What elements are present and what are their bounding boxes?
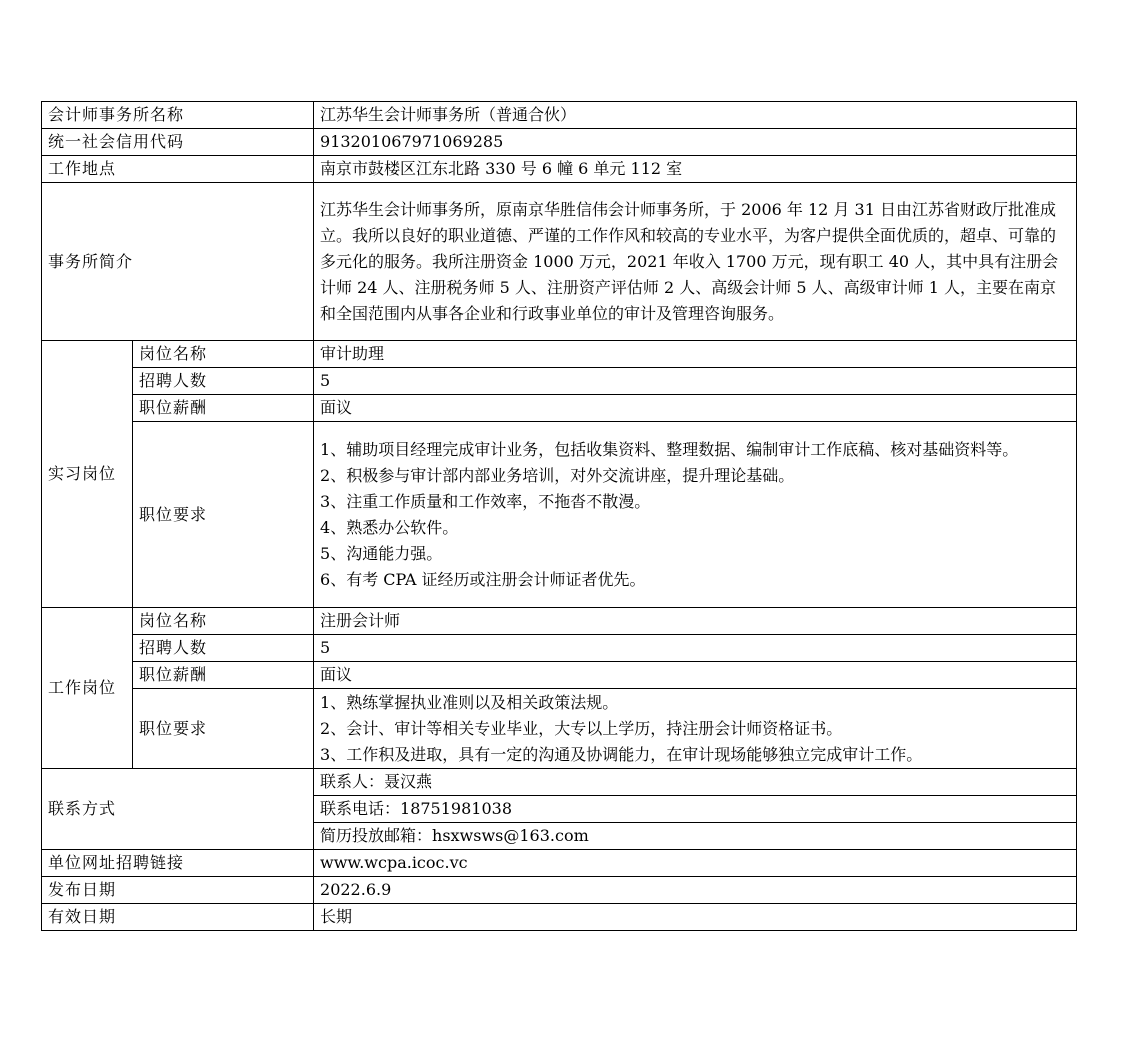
credit-code-label: 统一社会信用代码 (42, 129, 314, 156)
intern-group-label: 实习岗位 (42, 341, 133, 608)
job-title-row (42, 608, 1077, 635)
publish-date-label: 发布日期 (42, 877, 314, 904)
job-count-row (42, 635, 1077, 662)
publish-date-row (42, 877, 1077, 904)
url-value: www.wcpa.icoc.vc (314, 850, 1077, 877)
firm-name-value: 江苏华生会计师事务所（普通合伙） (314, 102, 1077, 129)
address-label: 工作地点 (42, 156, 314, 183)
intern-title-label: 岗位名称 (133, 341, 314, 368)
intern-count-value: 5 (314, 368, 1077, 395)
job-title-value: 注册会计师 (314, 608, 1077, 635)
job-salary-label: 职位薪酬 (133, 662, 314, 689)
address-value: 南京市鼓楼区江东北路 330 号 6 幢 6 单元 112 室 (314, 156, 1077, 183)
firm-name-row (42, 102, 1077, 129)
contact-person: 联系人：聂汉燕 (314, 769, 1077, 796)
address-row (42, 156, 1077, 183)
job-count-value: 5 (314, 635, 1077, 662)
job-salary-row (42, 662, 1077, 689)
intro-label: 事务所简介 (42, 183, 314, 341)
intern-title-value: 审计助理 (314, 341, 1077, 368)
job-req-list (314, 689, 1077, 769)
credit-code-row (42, 129, 1077, 156)
job-req-item: 3、工作积及进取，具有一定的沟通及协调能力，在审计现场能够独立完成审计工作。 (320, 744, 923, 764)
job-group-label: 工作岗位 (42, 608, 133, 769)
recruitment-table (41, 101, 1077, 931)
url-row (42, 850, 1077, 877)
job-req-item: 1、熟练掌握执业准则以及相关政策法规。 (320, 692, 619, 712)
intern-req-item: 4、熟悉办公软件。 (320, 517, 459, 537)
job-salary-value: 面议 (314, 662, 1077, 689)
job-title-label: 岗位名称 (133, 608, 314, 635)
intern-count-label: 招聘人数 (133, 368, 314, 395)
job-count-label: 招聘人数 (133, 635, 314, 662)
credit-code-value: 91320106797106928​5 (314, 129, 1077, 156)
job-req-label: 职位要求 (133, 689, 314, 769)
contact-phone: 联系电话：18751981038 (314, 796, 1077, 823)
intern-salary-value: 面议 (314, 395, 1077, 422)
valid-date-row (42, 904, 1077, 931)
intern-req-item: 6、有考 CPA 证经历或注册会计师证者优先。 (320, 569, 646, 589)
intro-paragraph: 江苏华生会计师事务所，原南京华胜信伟会计师事务所，于 2006 年 12 月 31 日由江苏省财政厅批准成立。我所以良好的职业道德、严谨的工作作风和较高的专业水平，为客户提供全面优质的，超卓、可靠的多元化的服务。我所注册资金 1000 万元，2021 年收入 1700 万元，现有职工 40 人，其中具有注册会计师 24 人、注册税务师 5 人、注册资产评估师 2 人、高级会计师 5 人、高级审计师 1 人，主要在南京和全国范围内从事各企业和行政事业单位的审计及管理咨询服务。 (320, 199, 1059, 323)
publish-date-value: 2022.6.9 (314, 877, 1077, 904)
valid-date-label: 有效日期 (42, 904, 314, 931)
job-req-item: 2、会计、审计等相关专业毕业，大专以上学历，持注册会计师资格证书。 (320, 718, 843, 738)
intern-req-item: 5、沟通能力强。 (320, 543, 443, 563)
contact-person-row (42, 769, 1077, 796)
intern-req-item: 3、注重工作质量和工作效率，不拖沓不散漫。 (320, 491, 651, 511)
intern-title-row (42, 341, 1077, 368)
url-label: 单位网址招聘链接 (42, 850, 314, 877)
intro-row (42, 183, 1077, 341)
intro-value (314, 183, 1077, 341)
intern-salary-row (42, 395, 1077, 422)
intern-req-row (42, 422, 1077, 608)
intern-salary-label: 职位薪酬 (133, 395, 314, 422)
intern-req-list (314, 422, 1077, 608)
contact-label: 联系方式 (42, 769, 314, 850)
intern-req-item: 2、积极参与审计部内部业务培训，对外交流讲座，提升理论基础。 (320, 465, 795, 485)
job-req-row (42, 689, 1077, 769)
valid-date-value: 长期 (314, 904, 1077, 931)
intern-count-row (42, 368, 1077, 395)
contact-email: 简历投放邮箱：hsxwsws@163.com (314, 823, 1077, 850)
firm-name-label: 会计师事务所名称 (42, 102, 314, 129)
intern-req-label: 职位要求 (133, 422, 314, 608)
intern-req-item: 1、辅助项目经理完成审计业务，包括收集资料、整理数据、编制审计工作底稿、核对基础资料等。 (320, 439, 1019, 459)
